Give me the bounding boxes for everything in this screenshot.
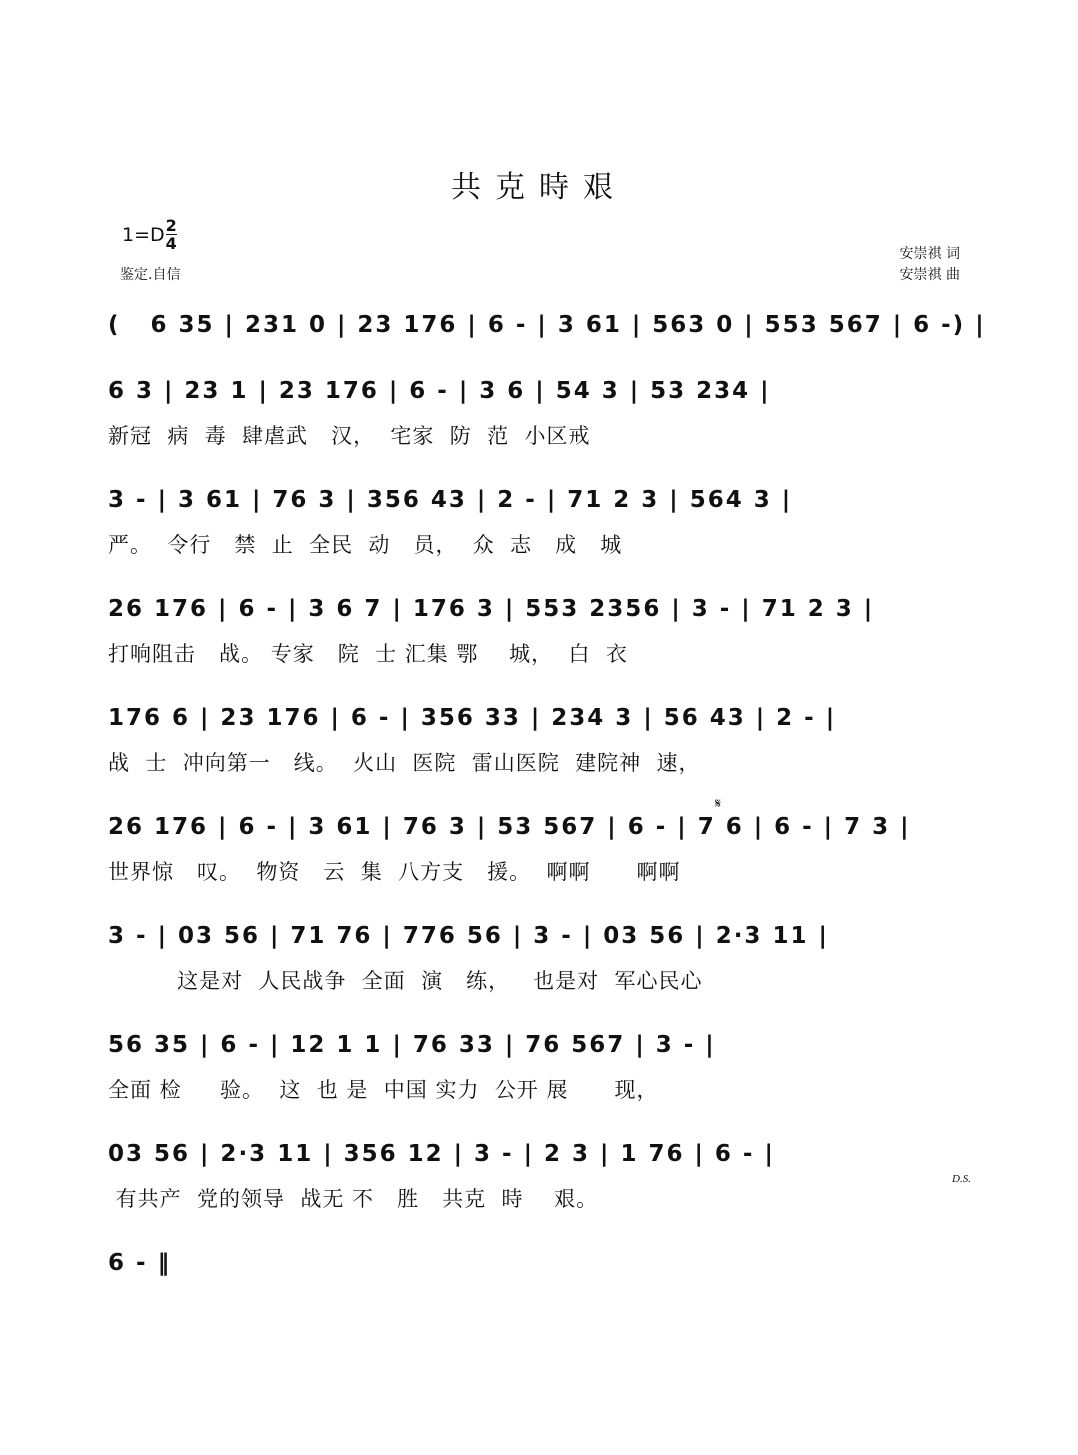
lyrics-line: 全面 检 验。 这 也 是 中国 实力 公开 展 现， — [108, 1078, 659, 1102]
notation-line: 176 6 | 23 176 | 6 - | 356 33 | 234 3 | 56 43 | 2 - | — [108, 705, 837, 731]
key-label: 1=D — [122, 223, 165, 246]
notation-line: 26 176 | 6 - | 3 6 7 | 176 3 | 553 2356 | 3 - | 71 2 3 | — [108, 596, 875, 622]
notation-line: 56 35 | 6 - | 12 1 1 | 76 33 | 76 567 | 3 - | — [108, 1032, 716, 1058]
score-system-8 — [108, 1032, 968, 1132]
score-system-5 — [108, 705, 968, 805]
notation-line: 6 3 | 23 1 | 23 176 | 6 - | 3 6 | 54 3 | 53 234 | — [108, 378, 771, 404]
score-system-2 — [108, 378, 968, 478]
score-system-7 — [108, 923, 968, 1023]
lyrics-line: 世界惊 叹。 物资 云 集 八方支 援。 啊啊 啊啊 — [108, 860, 681, 884]
notation-line: 3 - | 3 61 | 76 3 | 356 43 | 2 - | 71 2 3 | 564 3 | — [108, 487, 793, 513]
lyrics-line: 有共产 党的领导 战无 不 胜 共克 時 艰。 — [108, 1187, 599, 1211]
score-system-10 — [108, 1250, 968, 1350]
notation-line: ( 6 35 | 231 0 | 23 176 | 6 - | 3 61 | 563 0 | 553 567 | 6 -) | — [108, 312, 986, 338]
lyrics-line: 新冠 病 毒 肆虐武 汉， 宅家 防 范 小区戒 — [108, 424, 591, 448]
score-system-6 — [108, 796, 968, 914]
lyrics-line: 打响阻击 战。 专家 院 士 汇集 鄂 城， 白 衣 — [108, 642, 628, 666]
credits — [900, 244, 960, 286]
key-signature — [122, 218, 177, 251]
lyricist-credit: 安崇祺 词 — [899, 246, 960, 262]
composer-credit: 安崇祺 曲 — [899, 267, 960, 283]
lyrics-line: 战 士 冲向第一 线。 火山 医院 雷山医院 建院神 速， — [108, 751, 701, 775]
notation-line: 3 - | 03 56 | 71 76 | 776 56 | 3 - | 03 56 | 2·3 11 | — [108, 923, 829, 949]
time-bottom: 4 — [165, 234, 177, 253]
time-top: 2 — [165, 216, 177, 235]
lyrics-line — [108, 1292, 968, 1322]
lyrics-line: 这是对 人民战争 全面 演 练， 也是对 军心民心 — [108, 969, 703, 993]
ds-mark: D.S. — [952, 1173, 971, 1185]
score-system-3 — [108, 487, 968, 587]
notation-line: 6 - ‖ — [108, 1250, 172, 1276]
time-signature — [166, 218, 177, 251]
reviewer-note: 鉴定.自信 — [120, 267, 181, 283]
score-system-4 — [108, 596, 968, 696]
lyrics-line: 严。 令行 禁 止 全民 动 员， 众 志 成 城 — [108, 533, 623, 557]
notation-line: 26 176 | 6 - | 3 61 | 76 3 | 53 567 | 6 - | 7 6 | 6 - | 7 3 | — [108, 814, 911, 840]
notation-line: 03 56 | 2·3 11 | 356 12 | 3 - | 2 3 | 1 76 | 6 - | — [108, 1141, 775, 1167]
song-title: 共克時艰 — [451, 170, 627, 205]
score-system-9 — [108, 1141, 971, 1241]
segno-mark: 𝄋 — [715, 796, 722, 812]
